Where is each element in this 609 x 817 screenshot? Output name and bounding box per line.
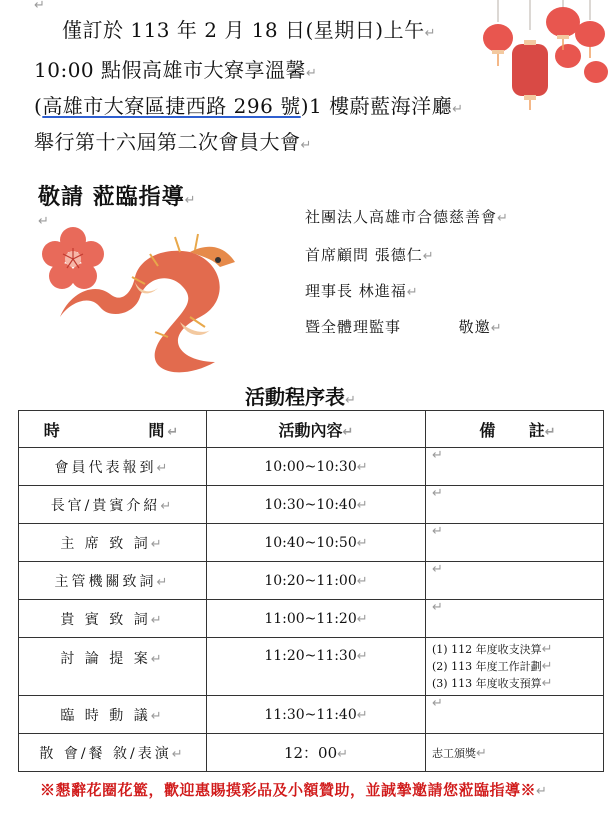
- intro-line-2: 10:00 點假高雄市大寮享溫馨↵: [34, 58, 318, 82]
- table-row: [19, 486, 604, 524]
- row-time: 11:20~11:30↵: [207, 638, 426, 696]
- row-time: 10:30~10:40↵: [207, 486, 426, 524]
- lanterns-decoration: [478, 0, 609, 112]
- table-header-row: [19, 411, 604, 448]
- row-time: 12：00↵: [207, 734, 426, 772]
- table-row: [19, 600, 604, 638]
- signatory-board: 暨全體理監事 敬邀↵: [305, 318, 503, 336]
- header-time: 時 間↵: [19, 411, 207, 448]
- row-note: 志工頒獎↵: [426, 734, 604, 772]
- signatory-org: 社團法人高雄市合德慈善會↵: [305, 208, 509, 226]
- row-item: 貴 賓 致 詞↵: [19, 600, 207, 638]
- note-line: (2) 113 年度工作計劃↵: [432, 659, 553, 674]
- intro-line-4: 舉行第十六屆第二次會員大會↵: [34, 130, 312, 154]
- row-note: ↵: [426, 448, 604, 486]
- row-item: 主 席 致 詞↵: [19, 524, 207, 562]
- schedule-table: [18, 410, 604, 772]
- row-note: ↵: [426, 562, 604, 600]
- row-item: 散 會/餐 敘/表演↵: [19, 734, 207, 772]
- invite-heading: 敬請 蒞臨指導↵: [38, 184, 197, 210]
- note-line: (1) 112 年度收支決算↵: [432, 642, 553, 657]
- signatory-advisor: 首席顧問 張德仁↵: [305, 246, 435, 264]
- table-row: [19, 734, 604, 772]
- paragraph-mark: ↵: [34, 0, 45, 13]
- header-content: 活動內容↵: [207, 411, 426, 448]
- row-time: 11:00~11:20↵: [207, 600, 426, 638]
- row-time: 10:00~10:30↵: [207, 448, 426, 486]
- row-note: ↵: [426, 600, 604, 638]
- intro-line-1: 僅訂於 113 年 2 月 18 日(星期日)上午↵: [62, 18, 437, 42]
- table-row: [19, 524, 604, 562]
- table-row: [19, 696, 604, 734]
- dragon-decoration: [40, 222, 245, 382]
- paragraph-mark: ↵: [38, 214, 49, 229]
- row-notes: [426, 638, 604, 696]
- venue-address: 高雄市大寮區捷西路 296 號: [42, 94, 301, 118]
- schedule-title: 活動程序表↵: [245, 385, 356, 409]
- row-time: 10:40~10:50↵: [207, 524, 426, 562]
- row-item: 會員代表報到↵: [19, 448, 207, 486]
- row-item: 主管機關致詞↵: [19, 562, 207, 600]
- signatory-chairman: 理事長 林進福↵: [305, 282, 419, 300]
- row-item: 討 論 提 案↵: [19, 638, 207, 696]
- table-row: [19, 448, 604, 486]
- table-row: [19, 638, 604, 696]
- row-time: 10:20~11:00↵: [207, 562, 426, 600]
- row-item: 臨 時 動 議↵: [19, 696, 207, 734]
- note-line: (3) 113 年度收支預算↵: [432, 676, 553, 691]
- table-row: [19, 562, 604, 600]
- row-note: ↵: [426, 524, 604, 562]
- row-note: ↵: [426, 486, 604, 524]
- row-note: ↵: [426, 696, 604, 734]
- intro-line-3: (高雄市大寮區捷西路 296 號)1 樓蔚藍海洋廳↵: [34, 94, 464, 118]
- row-item: 長官/貴賓介紹↵: [19, 486, 207, 524]
- header-notes: 備 註↵: [426, 411, 604, 448]
- row-time: 11:30~11:40↵: [207, 696, 426, 734]
- footer-note: ※懇辭花圈花籃，歡迎惠賜摸彩品及小額贊助，並誠摯邀請您蒞臨指導※↵: [40, 781, 548, 799]
